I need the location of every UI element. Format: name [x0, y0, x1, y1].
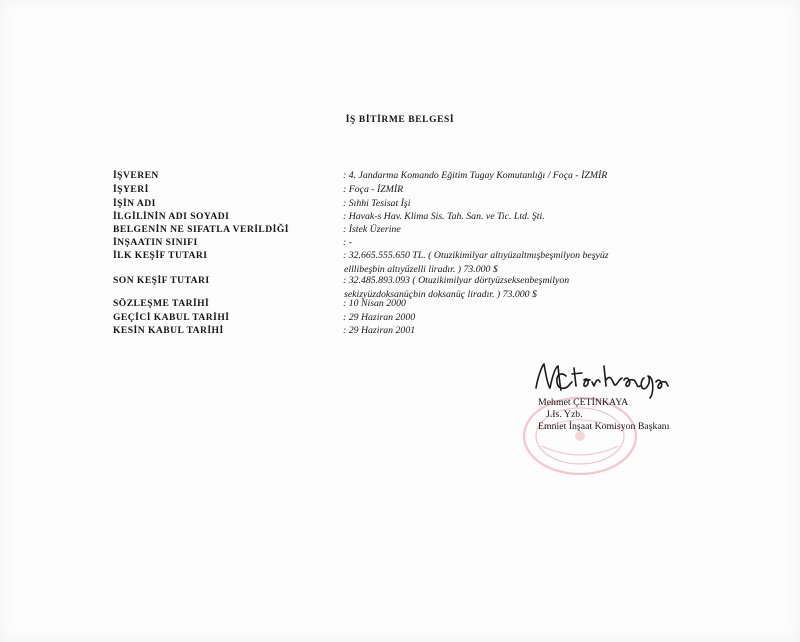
field-value: : 4. Jandarma Komando Eğitim Tugay Komutanlığı / Foça - İZMİR	[343, 170, 608, 181]
field-label: İŞVEREN	[113, 170, 159, 181]
field-value: : Havak-s Hav. Klima Sis. Tah. San. ve Tic. Ltd. Şti.	[343, 211, 545, 222]
field-label: İŞİN ADI	[113, 198, 156, 209]
field-label: İŞYERİ	[113, 184, 149, 195]
field-value: : 32.665.555.650 TL. ( Otuzikimilyar altıyüzaltmışbeşmilyon beşyüz	[343, 250, 609, 261]
field-row-isin-adi	[113, 198, 753, 212]
field-row-isyeri	[113, 184, 753, 198]
field-label: İNŞAATIN SINIFI	[113, 237, 198, 248]
field-value: : 29 Haziran 2001	[343, 325, 416, 336]
handwritten-signature	[528, 358, 718, 400]
field-label: İLK KEŞİF TUTARI	[113, 250, 208, 261]
signatory-rank: J.Is. Yzb.	[546, 409, 583, 420]
field-value: : Foça - İZMİR	[343, 184, 404, 195]
field-label: BELGENİN NE SIFATLA VERİLDİĞİ	[113, 224, 289, 235]
field-row-ilk-kesif	[113, 250, 753, 278]
field-value: : 32.485.893.093 ( Otuzikimilyar dörtyüzseksenbeşmilyon	[343, 275, 570, 286]
field-row-sozlesme	[113, 298, 753, 312]
field-row-gecici-kabul	[113, 312, 753, 326]
signatory-role: Emniet İnşaat Komisyon Başkanı	[538, 421, 670, 432]
field-value: : Sıhhi Tesisat İşi	[343, 198, 411, 209]
field-label: SON KEŞİF TUTARI	[113, 275, 210, 286]
signatory-name: Mehmet ÇETİNKAYA	[538, 397, 629, 408]
field-label: SÖZLEŞME TARİHİ	[113, 298, 210, 309]
field-value: : -	[343, 237, 352, 248]
field-row-belge-sifati	[113, 224, 753, 238]
field-value: : 29 Haziran 2000	[343, 312, 416, 323]
field-label: GEÇİCİ KABUL TARİHİ	[113, 312, 230, 323]
field-label: İLGİLİNİN ADI SOYADI	[113, 211, 230, 222]
field-row-isveren	[113, 170, 753, 184]
field-value: : İstek Üzerine	[343, 224, 401, 235]
field-label: KESİN KABUL TARİHİ	[113, 325, 224, 336]
field-row-ilgili	[113, 211, 753, 225]
field-value-continuation: sekizyüzdoksanüçbin doksanüç liradır. ) 73.000 $	[344, 289, 537, 300]
field-row-insaat-sinifi	[113, 237, 753, 251]
field-row-kesin-kabul	[113, 325, 753, 339]
field-value: : 10 Nisan 2000	[343, 298, 406, 309]
field-value-continuation: elllibeşbin altıyüzelli liradır. ) 73.000 $	[344, 264, 498, 275]
document-title: İŞ BİTİRME BELGESİ	[345, 115, 455, 125]
